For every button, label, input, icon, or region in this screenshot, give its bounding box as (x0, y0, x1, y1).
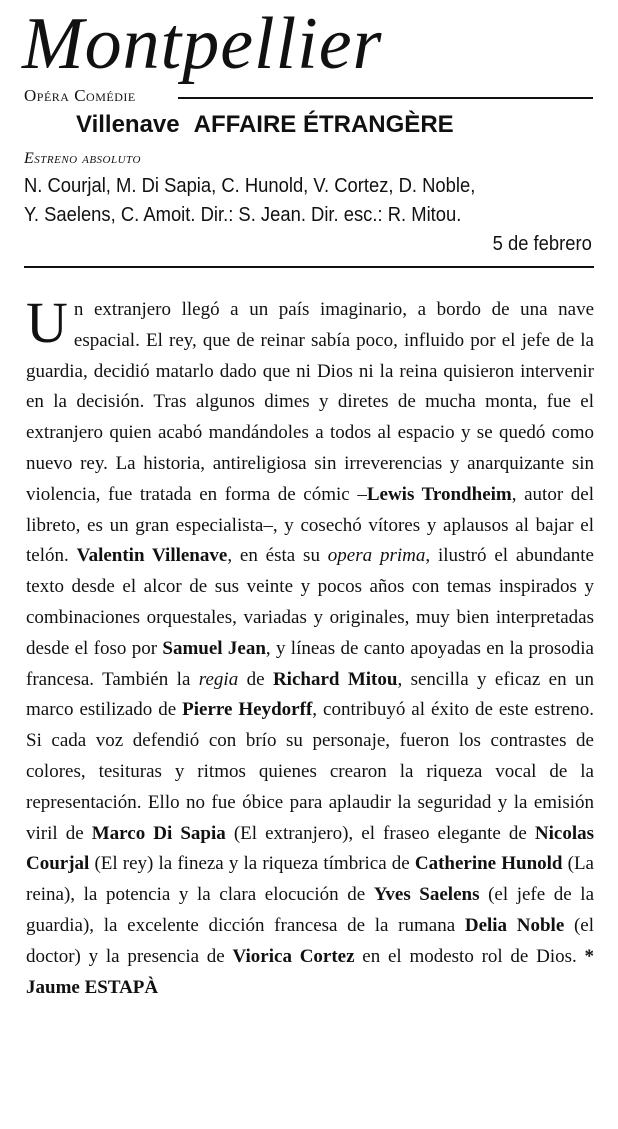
person-name: Valentin Villenave (76, 545, 228, 567)
text-run: , autor del libreto, es un gran especialista–, y cosechó vítores y aplausos al bajar el telón. (26, 483, 594, 567)
text-run: (El rey) la fineza y la riqueza tímbrica de (89, 853, 415, 875)
text-run: (el jefe de la guardia), la excelente dicción francesa de la rumana (26, 884, 595, 936)
person-name: Marco Di Sapia (91, 822, 226, 844)
text-run: , en ésta su (227, 545, 328, 567)
person-name: Nicolas Courjal (26, 822, 594, 875)
section-divider (24, 266, 594, 268)
person-name: Pierre Heydorff (182, 699, 313, 721)
work-title-row (76, 110, 454, 140)
text-run: de (238, 668, 273, 690)
text-run: en el modesto rol de Dios. (354, 945, 585, 967)
text-run: n extranjero llegó a un país imaginario, a bordo de una nave espacial. El rey, que de reinar sabía poco, influido por el jefe de la guardia, decidió matarlo dado que ni Dios ni la reina quisieron intervenir en la decisión. Tras algunos dimes y diretes de mucha monta, fue el extranjero quien acabó mandándoles a todos al espacio y se quedó como nuevo rey. La historia, antireligiosa sin irreverencias y anarquizante sin violencia, fue tratada en forma de cómic – (26, 299, 594, 505)
person-name: Catherine Hunold (414, 853, 563, 875)
performance-date: 5 de febrero (492, 233, 592, 255)
person-name: Samuel Jean (162, 637, 266, 659)
person-name: Richard Mitou (272, 668, 398, 690)
italic-term: opera prima (327, 545, 426, 567)
composer-name: Villenave (76, 111, 180, 138)
premiere-tag: Estreno absoluto (24, 150, 141, 167)
text-run: (La reina), la potencia y la clara elocución de (26, 853, 594, 906)
text-run: (El extranjero), el fraseo elegante de (225, 822, 535, 844)
text-run: , y líneas de canto apoyadas en la prosodia francesa. También la (26, 637, 594, 690)
credits-line: Y. Saelens, C. Amoit. Dir.: S. Jean. Dir. esc.: R. Mitou. (24, 204, 462, 226)
city-heading: Montpellier (22, 3, 383, 85)
text-run: , ilustró el abundante texto desde el alcor de sus veinte y pocos años con temas inspirados y combinaciones orquestales, variadas y originales, muy bien interpretadas desde el foso por (26, 545, 594, 659)
cast-credits (24, 172, 548, 230)
header-rule (178, 97, 593, 99)
venue-name: Opéra Comédie (24, 86, 136, 105)
text-run: , sencilla y eficaz en un marco estilizado de (26, 668, 594, 721)
person-name: Lewis Trondheim (366, 483, 512, 505)
person-name: * Jaume ESTAPÀ (26, 945, 595, 998)
text-run: (el doctor) y la presencia de (26, 914, 594, 967)
text-run: , contribuyó al éxito de este estreno. Si cada voz defendió con brío su personaje, fueron los contrastes de colores, tesituras y ritmos quienes crearon la riqueza vocal de la representación. Ello no fue óbice para aplaudir la seguridad y la emisión viril de (26, 699, 595, 844)
person-name: Delia Noble (464, 914, 565, 936)
drop-cap: U (26, 290, 68, 355)
work-title: AFFAIRE ÉTRANGÈRE (193, 111, 454, 138)
italic-term: regia (198, 668, 239, 690)
person-name: Viorica Cortez (232, 945, 355, 967)
review-body (26, 290, 595, 1003)
credits-line: N. Courjal, M. Di Sapia, C. Hunold, V. Cortez, D. Noble, (24, 175, 476, 197)
review-text (26, 290, 595, 998)
person-name: Yves Saelens (373, 884, 480, 906)
